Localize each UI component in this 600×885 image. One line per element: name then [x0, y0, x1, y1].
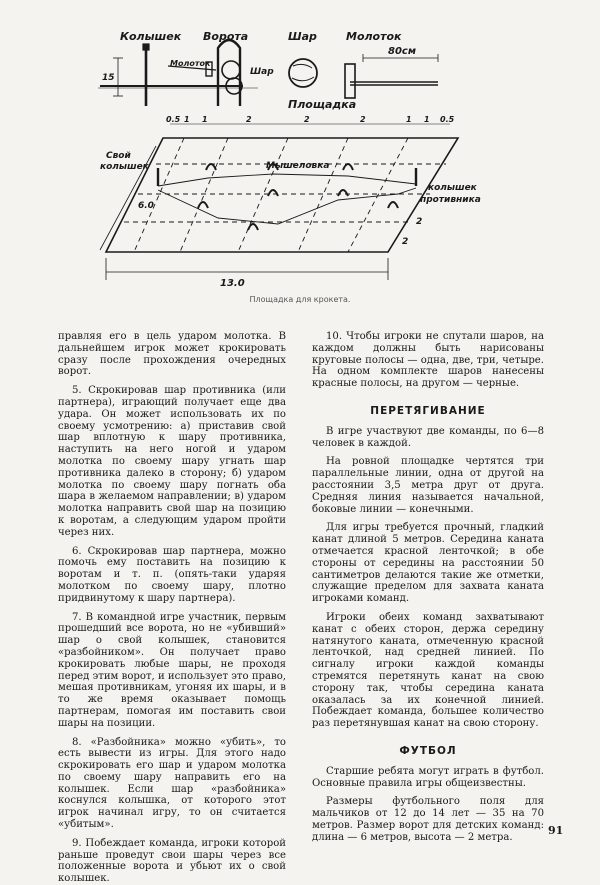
croquet-diagram — [98, 18, 498, 308]
label-side-dim-1: 2 — [416, 217, 423, 227]
top-dim-8: 0.5 — [440, 115, 455, 124]
heading-football: ФУТБОЛ — [399, 744, 457, 757]
label-mallet: Молоток — [346, 30, 402, 43]
rule-10: 10. Чтобы игроки не спутали шаров, на каждом должны быть нарисованы круговые полосы — одна, две, три, четыре. На одном комплекте шаров нанесены красные полосы, на другом — черные. — [312, 331, 544, 390]
label-height-15: 15 — [102, 73, 115, 83]
tug-paragraph-3: Для игры требуется прочный, гладкий канат длиной 5 метров. Середина каната отмечается красной ленточкой; в обе стороны от середины на расстоянии 50 сантиметров делаются такие же отметки, служащие пределом для захвата каната игроками команд. — [312, 522, 544, 605]
label-width: 6.0 — [138, 201, 154, 211]
figure-caption: Площадка для крокета. — [249, 295, 351, 304]
top-dim-6: 1 — [406, 115, 412, 124]
top-dim-1: 1 — [184, 115, 190, 124]
rule-8: 8. «Разбойника» можно «убить», то есть вывести из игры. Для этого надо скрокировать его шар и ударом молотка по своему шару направить его на колышек. Если шар «разбойника» коснулся колышка, от которого этот игрок начинал игру, то он считается «убитым». — [58, 736, 286, 831]
rule-6: 6. Скрокировав шар партнера, можно помочь ему поставить на позицию к воротам и т. п. (опять-таки ударяя молотком по своему шару, плотно придвинутому к шару партнера). — [58, 545, 286, 604]
top-dim-4: 2 — [304, 115, 310, 124]
football-paragraph-2: Размеры футбольного поля для мальчиков от 12 до 14 лет — 35 на 70 метров. Размер ворот для детских команд: длина — 6 метров, высота — 2 метра. — [312, 796, 544, 843]
rule-5: 5. Скрокировав шар противника (или партнера), играющий получает еще два удара. Он может использовать их по своему усмотрению: а) приставив свой шар вплотную к шару противника, наступить на него ногой и ударом молотка по своему шару угнать шар противника далеко в сторону; б) ударом молотка по своему шару погнать оба шара в желаемом направлении; в) ударом молотка направить свой шар на позицию к воротам, а следующим ударом пройти через них. — [58, 385, 286, 538]
top-dim-3: 2 — [246, 115, 252, 124]
label-own-peg-2: колышек — [100, 162, 149, 172]
left-column — [58, 331, 286, 885]
label-court-length: 13.0 — [220, 278, 245, 289]
heading-tug-of-war: ПЕРЕТЯГИВАНИЕ — [370, 404, 486, 417]
football-paragraph-1: Старшие ребята могут играть в футбол. Основные правила игры общеизвестны. — [312, 765, 544, 789]
rule-7: 7. В командной игре участник, первым прошедший все ворота, но не «убивший» шар о свой колышек, становится «разбойником». Он получает право крокировать любые шары, не проходя перед этим ворот, и использует это право, мешая противникам, угоняя их шары, и в то же время оказывает помощь партнерам, помогая им поставить свои шары на позиции. — [58, 611, 286, 729]
label-ball: Шар — [288, 30, 317, 43]
top-dim-7: 1 — [424, 115, 430, 124]
label-court: Площадка — [288, 98, 357, 111]
tug-paragraph-1: В игре участвуют две команды, по 6—8 человек в каждой. — [312, 425, 544, 449]
label-gate: Ворота — [203, 30, 249, 43]
top-dim-2: 1 — [202, 115, 208, 124]
page-number: 91 — [548, 824, 564, 837]
label-opp-peg-1: колышек — [428, 183, 477, 193]
label-own-peg-1: Свой — [106, 151, 131, 161]
label-length-80: 80см — [388, 46, 417, 57]
tug-paragraph-2: На ровной площадке чертятся три параллельные линии, одна от другой на расстоянии 3,5 метра друг от друга. Средняя линия называется начальной, боковые линии — конечными. — [312, 456, 544, 515]
label-opp-peg-2: противника — [420, 195, 481, 205]
label-side-dim-2: 2 — [402, 237, 409, 247]
label-ball-small: Шар — [250, 67, 274, 77]
label-mallet-small: Молоток — [170, 59, 211, 68]
croquet-court-illustration — [98, 18, 498, 308]
paragraph-continuation: правляя его в цель ударом молотка. В дальнейшем игрок может крокировать сразу после прохождения очередных ворот. — [58, 331, 286, 378]
label-peg: Колышек — [120, 30, 182, 43]
tug-paragraph-4: Игроки обеих команд захватывают канат с обеих сторон, держа середину натянутого каната, отмеченную красной ленточкой, над средней линией. По сигналу игроки каждой команды стремятся перетянуть канат на свою сторону так, чтобы середина каната оказалась за их конечной линией. Побеждает команда, большее количество раз перетянувшая канат на свою сторону. — [312, 611, 544, 730]
right-column — [312, 331, 544, 843]
top-dim-0: 0.5 — [166, 115, 181, 124]
rule-9: 9. Побеждает команда, игроки которой раньше проведут свои шары через все положенные ворота и убьют их о свой колышек. — [58, 837, 286, 885]
top-dim-5: 2 — [360, 115, 366, 124]
label-trap: Мышеловка — [266, 161, 330, 171]
